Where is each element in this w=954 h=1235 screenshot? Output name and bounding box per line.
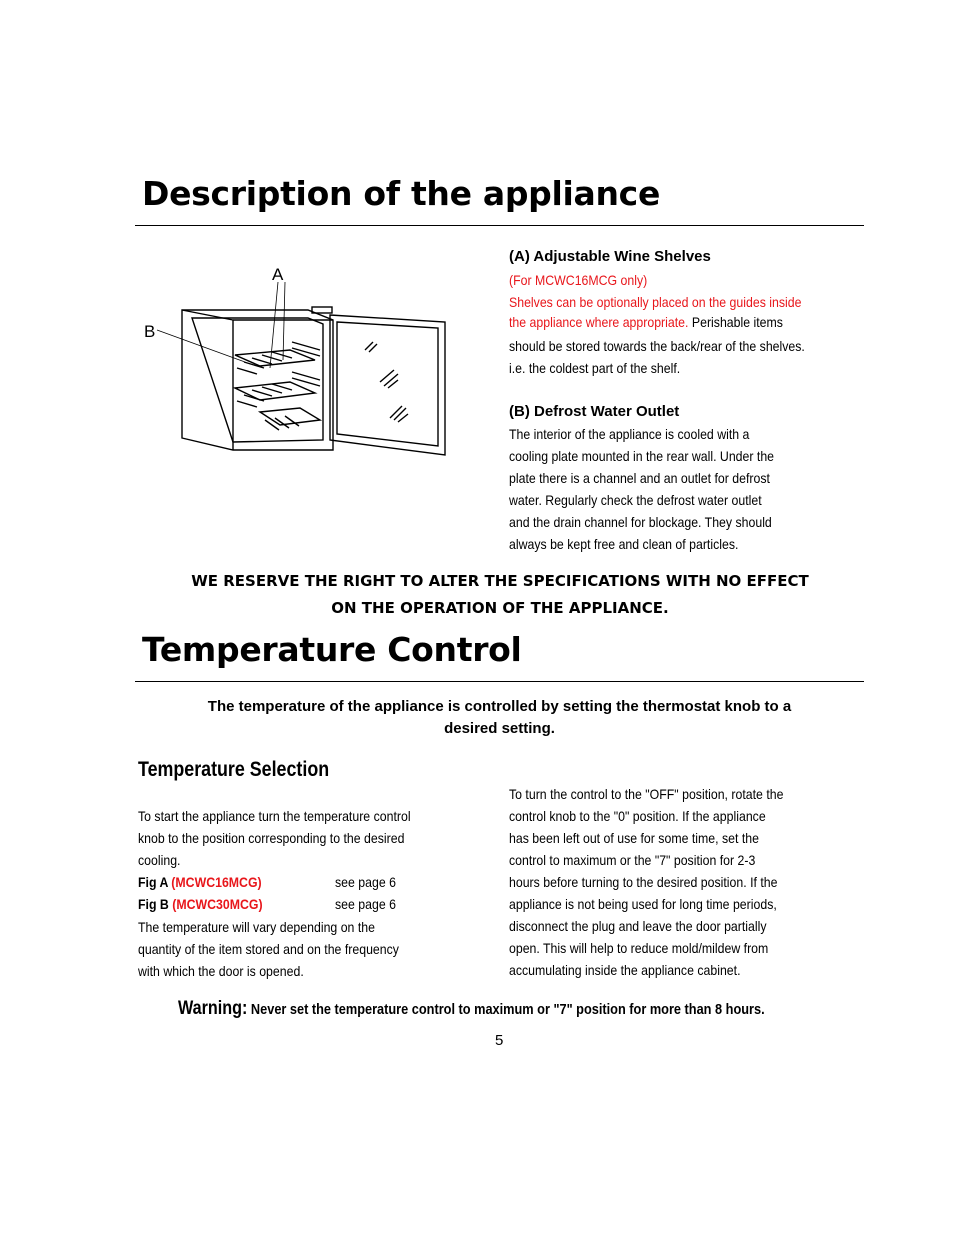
part-b-line: always be kept free and clean of particles. (509, 536, 739, 552)
right-line: has been left out of use for some time, set the (509, 830, 759, 846)
intro-line1: The temperature of the appliance is controlled by setting the thermostat knob to a (207, 698, 792, 715)
title-rule (135, 681, 864, 682)
left-line: cooling. (138, 852, 181, 868)
fig-a-ref: see page 6 (335, 874, 396, 890)
right-line: control knob to the "0" position. If the appliance (509, 808, 766, 824)
fig-a-model: (MCWC16MCG) (171, 874, 262, 890)
fig-b-label: Fig B (138, 896, 173, 912)
fig-b-row (138, 893, 263, 915)
temperature-intro (135, 696, 864, 740)
fig-a-label: Fig A (138, 874, 172, 890)
left-line: quantity of the item stored and on the frequency (138, 941, 399, 957)
right-line: accumulating inside the appliance cabinet. (509, 962, 741, 978)
selection-left-text1 (138, 805, 411, 871)
intro-line2: desired setting. (444, 720, 555, 737)
selection-right-text (509, 783, 783, 981)
fig-a-row (138, 871, 262, 893)
left-line: The temperature will vary depending on the (138, 919, 375, 935)
part-a-note: (For MCWC16MCG only) (509, 272, 648, 288)
page-number: 5 (495, 1032, 504, 1049)
figure-label-a: A (272, 265, 284, 284)
specification-notice (130, 568, 870, 622)
part-b-line: and the drain channel for blockage. They should (509, 514, 772, 530)
selection-left-text2 (138, 916, 399, 982)
part-b-heading: (B) Defrost Water Outlet (509, 403, 680, 420)
part-b-line: water. Regularly check the defrost water outlet (509, 492, 762, 508)
appliance-illustration (140, 260, 455, 460)
part-b-line: plate there is a channel and an outlet for defrost (509, 470, 770, 486)
part-b-line: The interior of the appliance is cooled with a (509, 426, 750, 442)
part-b-line: cooling plate mounted in the rear wall. Under the (509, 448, 775, 464)
right-line: hours before turning to the desired position. If the (509, 874, 778, 890)
part-a-line3: should be stored towards the back/rear of the shelves. (509, 338, 805, 354)
part-a-mixed-line (509, 311, 783, 333)
temperature-selection-heading: Temperature Selection (138, 758, 330, 781)
right-line: appliance is not being used for long time periods, (509, 896, 777, 912)
left-line: To start the appliance turn the temperature control (138, 808, 411, 824)
part-a-red-line1: Shelves can be optionally placed on the guides inside (509, 294, 802, 310)
right-line: control to maximum or the "7" position for 2-3 (509, 852, 756, 868)
right-line: open. This will help to reduce mold/mildew from (509, 940, 769, 956)
fig-b-ref: see page 6 (335, 896, 396, 912)
part-a-heading: (A) Adjustable Wine Shelves (509, 248, 711, 265)
warning-text: Never set the temperature control to maximum or "7" position for more than 8 hours. (247, 1001, 765, 1018)
part-b-body (509, 423, 774, 555)
fig-b-model: (MCWC30MCG) (172, 896, 263, 912)
part-a-black-tail: Perishable items (688, 314, 783, 330)
left-line: knob to the position corresponding to the desired (138, 830, 405, 846)
title-rule (135, 225, 864, 226)
warning-line (178, 998, 765, 1020)
figure-label-b: B (144, 322, 156, 341)
warning-label: Warning: (178, 998, 248, 1019)
notice-line1: WE RESERVE THE RIGHT TO ALTER THE SPECIFICATIONS WITH NO EFFECT (191, 572, 809, 590)
right-line: To turn the control to the "OFF" position, rotate the (509, 786, 784, 802)
left-line: with which the door is opened. (138, 963, 304, 979)
part-a-red-line2: the appliance where appropriate. (509, 314, 689, 330)
notice-line2: ON THE OPERATION OF THE APPLIANCE. (331, 599, 669, 617)
right-line: disconnect the plug and leave the door partially (509, 918, 767, 934)
part-a-line4: i.e. the coldest part of the shelf. (509, 360, 681, 376)
section-title-description: Description of the appliance (142, 174, 661, 213)
section-title-temperature: Temperature Control (142, 630, 522, 669)
